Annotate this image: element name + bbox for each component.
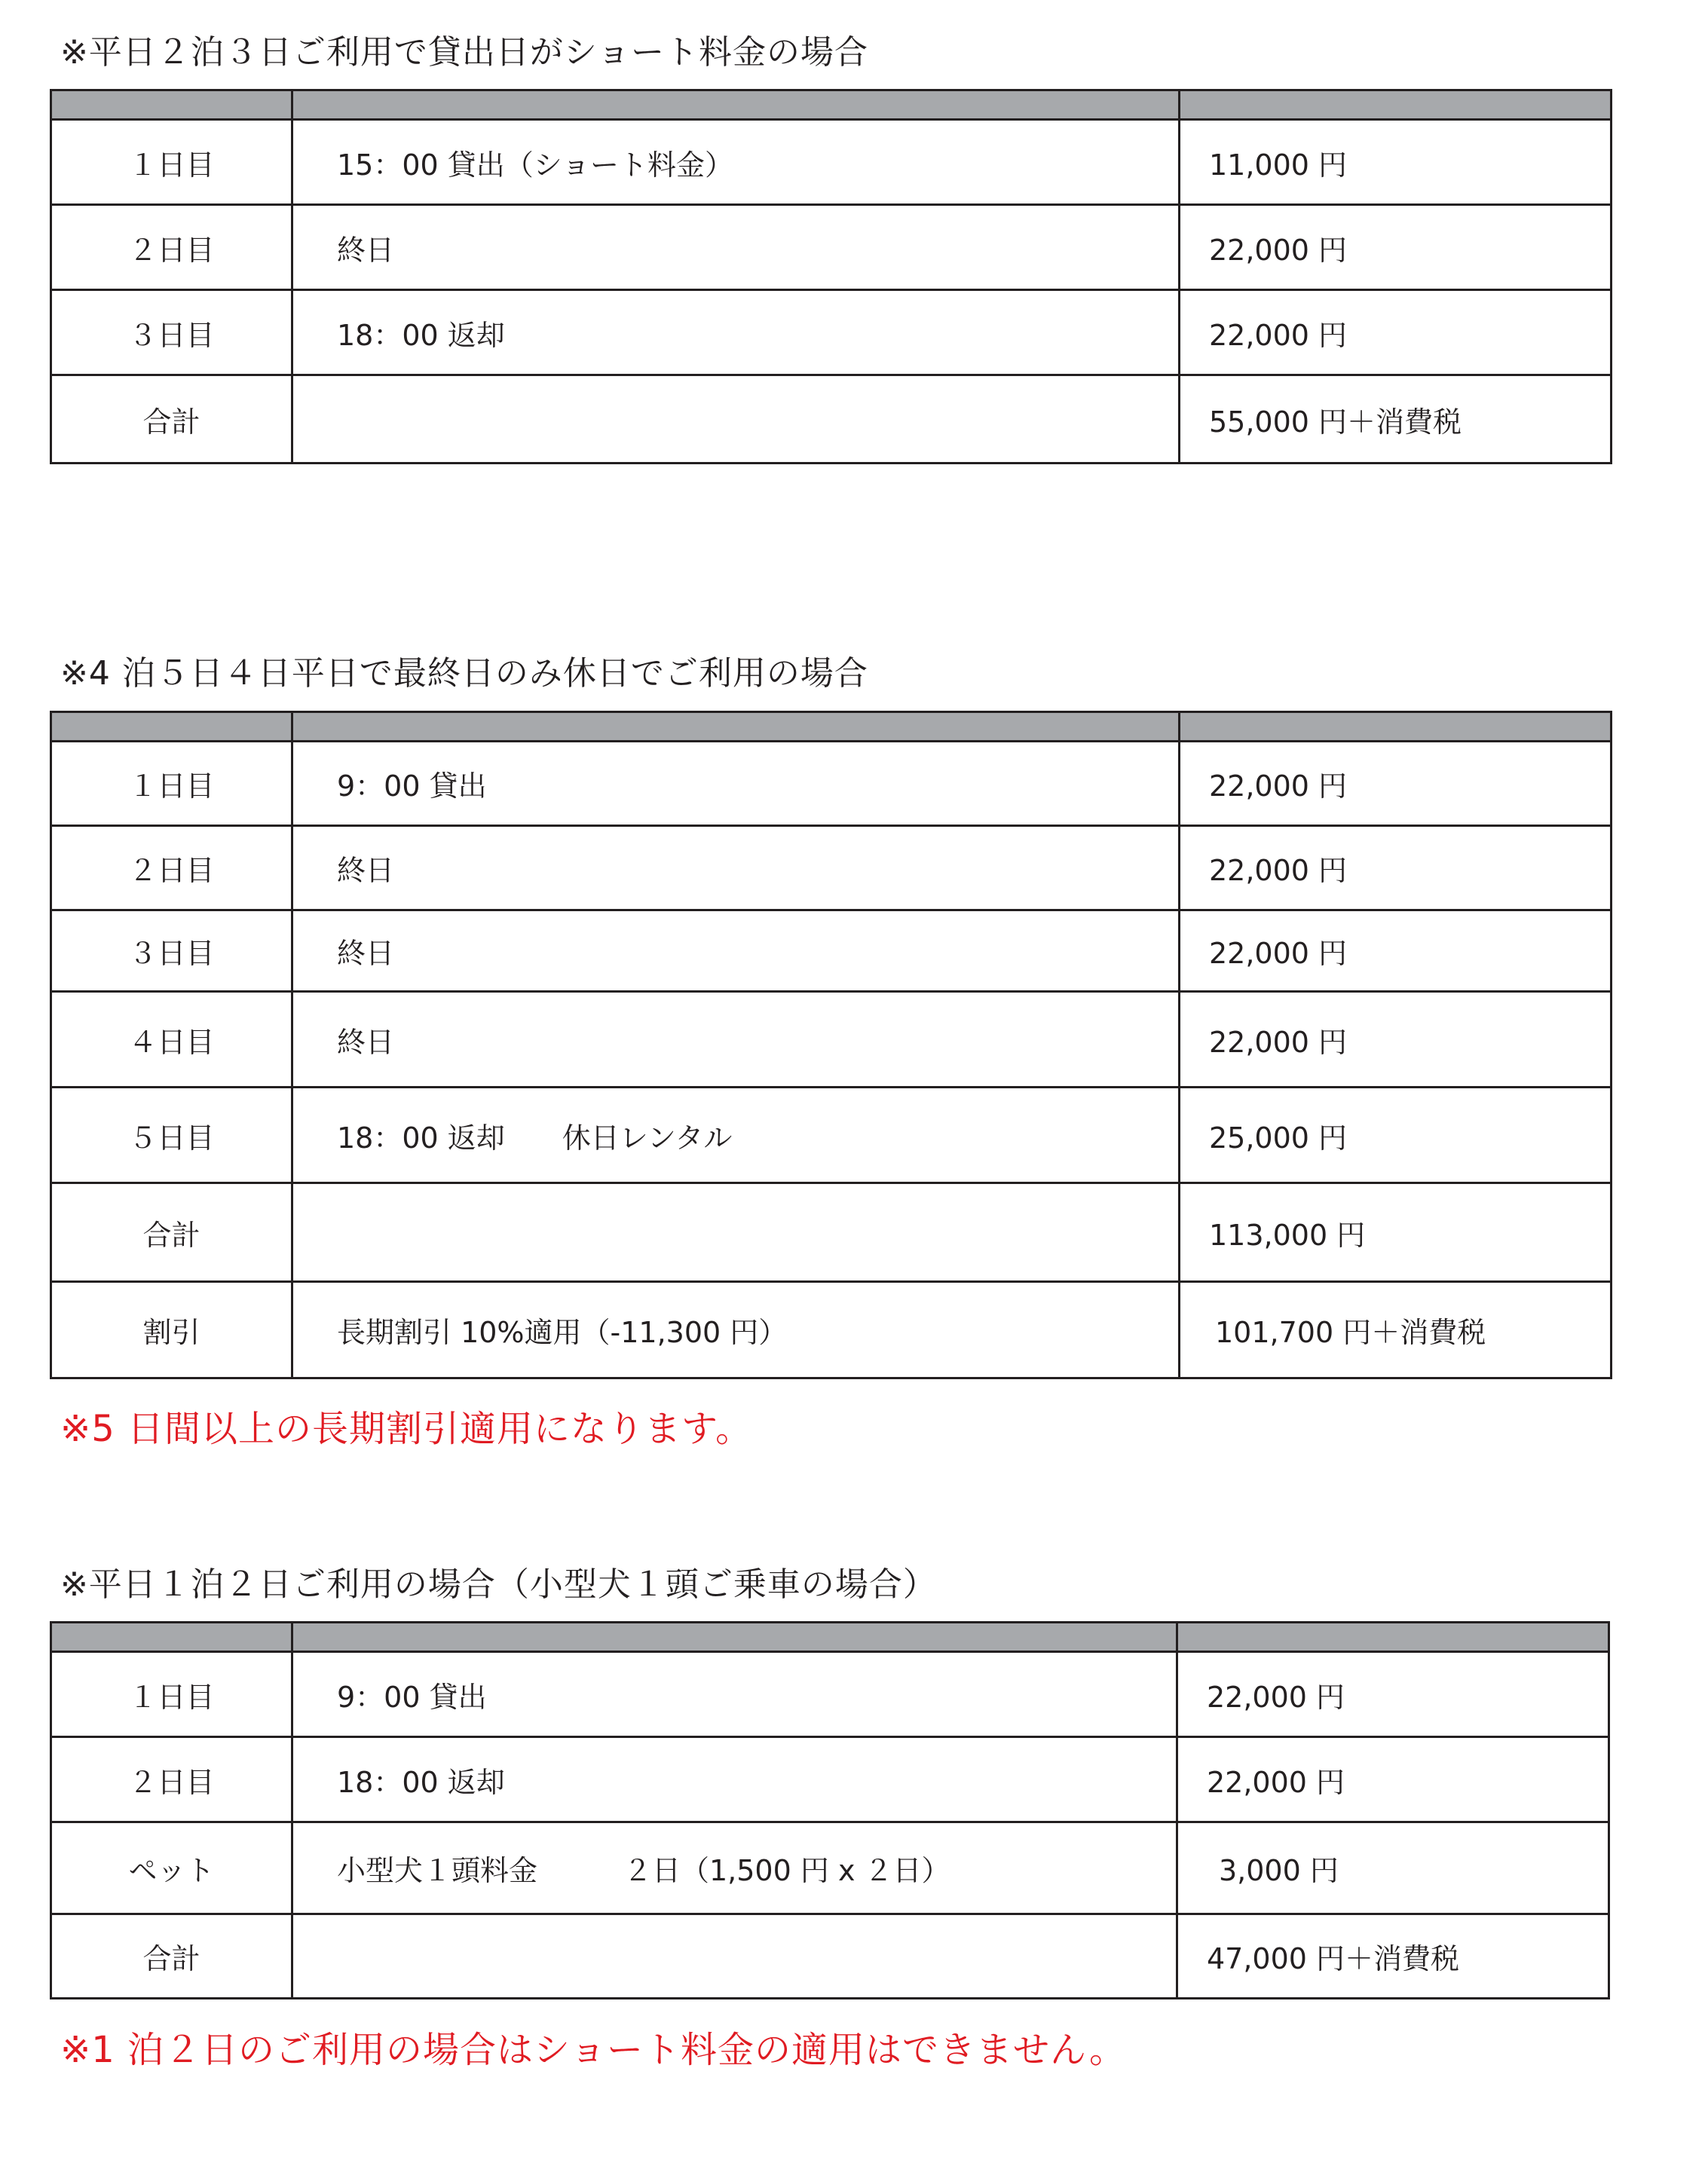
day-cell: ２日目 <box>51 1737 292 1822</box>
price-cell: 22,000 円 <box>1180 910 1612 992</box>
detail-cell: 終日 <box>292 205 1180 290</box>
day-cell: 割引 <box>51 1282 292 1378</box>
pricing-table-3 <box>50 1621 1610 1999</box>
table-row <box>51 742 1612 826</box>
table-row-total <box>51 1914 1609 1999</box>
section-3-note: ※1 泊２日のご利用の場合はショート料金の適用はできません。 <box>60 2029 1126 2071</box>
table-row-total <box>51 375 1612 464</box>
day-cell: ペット <box>51 1822 292 1914</box>
table-row <box>51 290 1612 375</box>
table-row <box>51 826 1612 910</box>
detail-cell: 18：00 返却 休日レンタル <box>292 1088 1180 1183</box>
table-row <box>51 1088 1612 1183</box>
table-row <box>51 1652 1609 1737</box>
table-row <box>51 1737 1609 1822</box>
day-cell: 合計 <box>51 1183 292 1282</box>
price-cell: 22,000 円 <box>1180 826 1612 910</box>
table-row <box>51 910 1612 992</box>
day-cell: １日目 <box>51 1652 292 1737</box>
detail-cell: 18：00 返却 <box>292 1737 1177 1822</box>
day-cell: 合計 <box>51 375 292 464</box>
day-cell: ３日目 <box>51 290 292 375</box>
table-row <box>51 992 1612 1088</box>
table-header-row <box>51 90 1612 120</box>
detail-cell <box>292 1914 1177 1999</box>
detail-cell: 9：00 貸出 <box>292 1652 1177 1737</box>
price-cell: 22,000 円 <box>1177 1652 1609 1737</box>
detail-cell: 18：00 返却 <box>292 290 1180 375</box>
table-row-discount <box>51 1282 1612 1378</box>
day-cell: ４日目 <box>51 992 292 1088</box>
detail-cell <box>292 375 1180 464</box>
price-cell: 113,000 円 <box>1180 1183 1612 1282</box>
price-cell: 47,000 円＋消費税 <box>1177 1914 1609 1999</box>
day-cell: ５日目 <box>51 1088 292 1183</box>
table-header-row <box>51 1623 1609 1652</box>
price-cell: 101,700 円＋消費税 <box>1180 1282 1612 1378</box>
table-row <box>51 120 1612 205</box>
section-1-title: ※平日２泊３日ご利用で貸出日がショート料金の場合 <box>60 33 868 72</box>
pricing-table-2 <box>50 711 1612 1379</box>
day-cell: ２日目 <box>51 205 292 290</box>
price-cell: 22,000 円 <box>1180 992 1612 1088</box>
detail-cell <box>292 1183 1180 1282</box>
price-cell: 22,000 円 <box>1180 205 1612 290</box>
detail-cell: 15：00 貸出（ショート料金） <box>292 120 1180 205</box>
price-cell: 22,000 円 <box>1177 1737 1609 1822</box>
price-cell: 25,000 円 <box>1180 1088 1612 1183</box>
price-cell: 55,000 円＋消費税 <box>1180 375 1612 464</box>
price-cell: 11,000 円 <box>1180 120 1612 205</box>
detail-cell: 長期割引 10%適用（-11,300 円） <box>292 1282 1180 1378</box>
day-cell: ２日目 <box>51 826 292 910</box>
section-2-title: ※4 泊５日４日平日で最終日のみ休日でご利用の場合 <box>60 654 868 693</box>
detail-cell: 終日 <box>292 992 1180 1088</box>
price-cell: 22,000 円 <box>1180 742 1612 826</box>
table-row-pet <box>51 1822 1609 1914</box>
section-3-title: ※平日１泊２日ご利用の場合（小型犬１頭ご乗車の場合） <box>60 1565 937 1604</box>
day-cell: １日目 <box>51 120 292 205</box>
price-cell: 3,000 円 <box>1177 1822 1609 1914</box>
detail-cell: 小型犬１頭料金 ２日（1,500 円 x ２日） <box>292 1822 1177 1914</box>
detail-cell: 9：00 貸出 <box>292 742 1180 826</box>
table-row-total <box>51 1183 1612 1282</box>
day-cell: 合計 <box>51 1914 292 1999</box>
pricing-table-1 <box>50 89 1612 464</box>
table-row <box>51 205 1612 290</box>
day-cell: ３日目 <box>51 910 292 992</box>
section-2-note: ※5 日間以上の長期割引適用になります。 <box>60 1408 753 1450</box>
detail-cell: 終日 <box>292 910 1180 992</box>
day-cell: １日目 <box>51 742 292 826</box>
price-cell: 22,000 円 <box>1180 290 1612 375</box>
detail-cell: 終日 <box>292 826 1180 910</box>
table-header-row <box>51 712 1612 742</box>
